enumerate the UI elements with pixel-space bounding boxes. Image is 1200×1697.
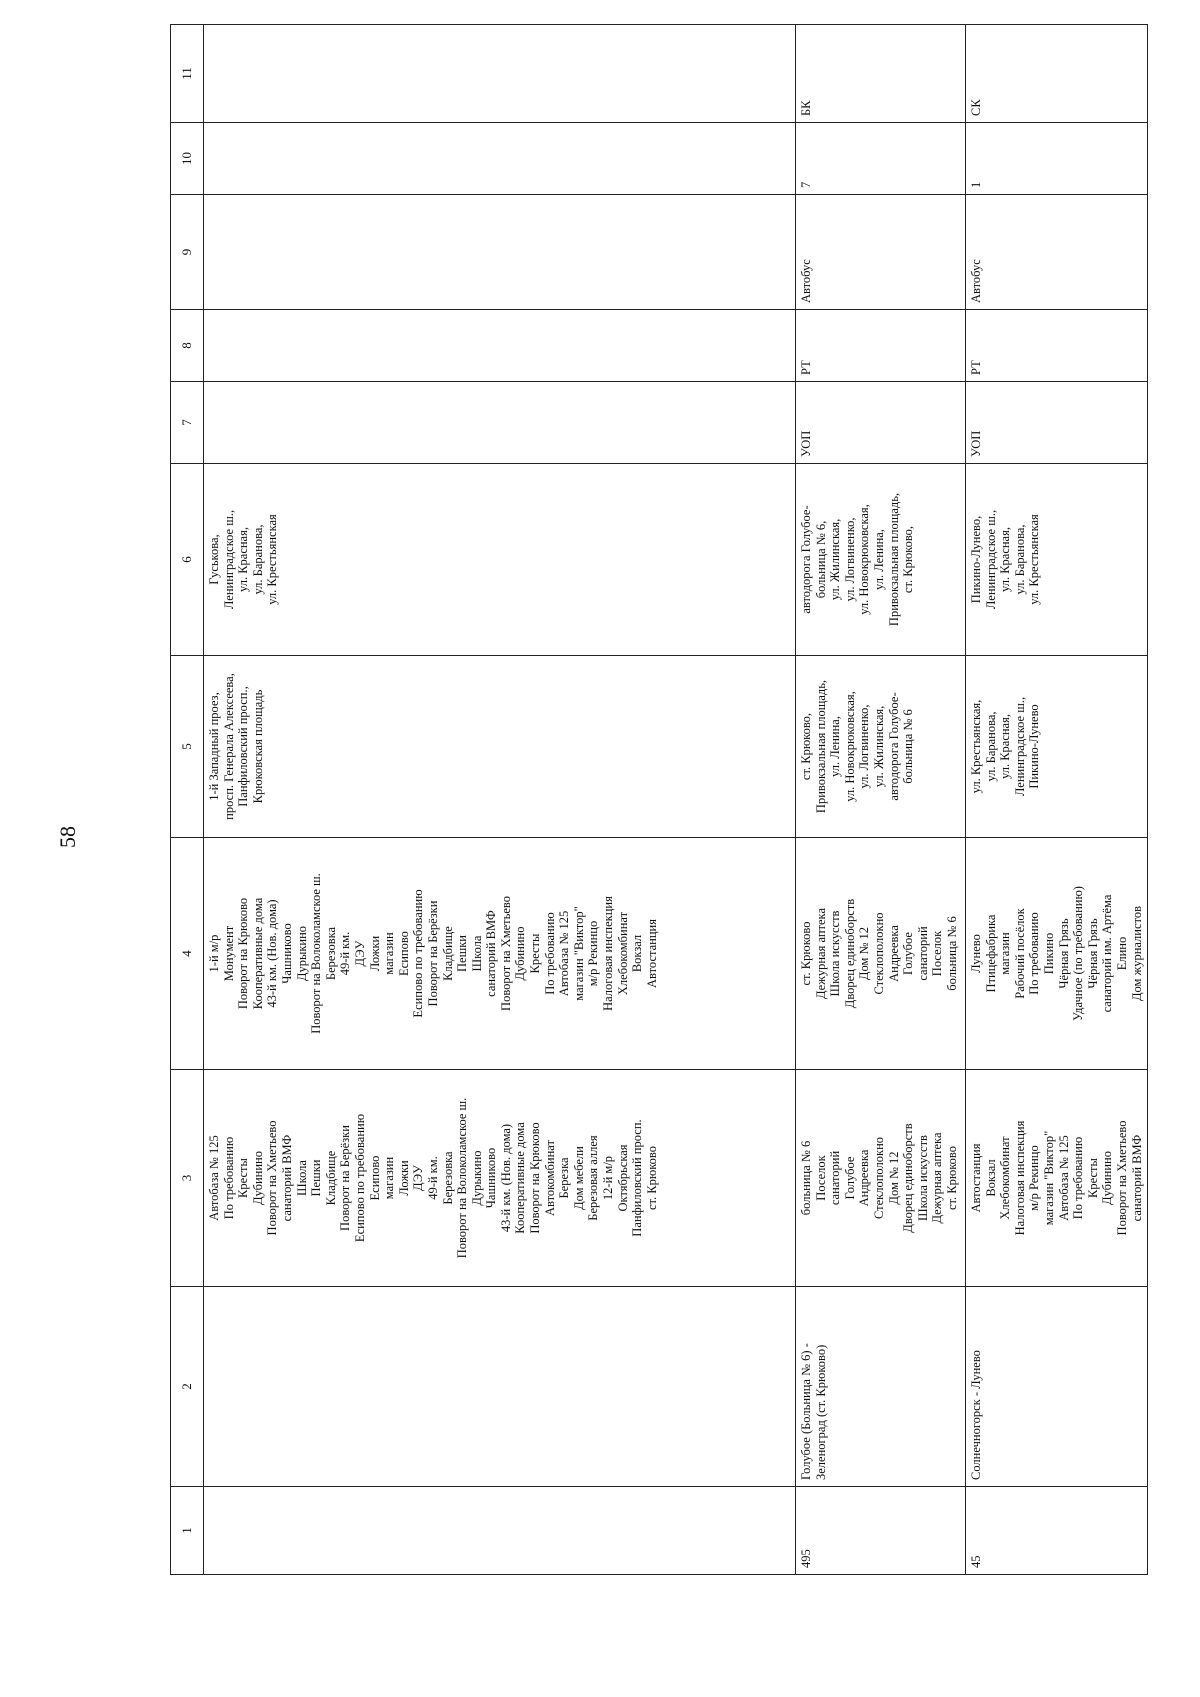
list-item: Хлебокомбинат (615, 911, 630, 996)
list-item: Дом № 12 (857, 926, 872, 981)
list-item: Кооперативные дома (513, 1122, 528, 1234)
list-item: Березовая аллея (586, 1135, 601, 1221)
list-item: Дурыкино (294, 925, 309, 982)
list-item: Хлебокомбинат (998, 1136, 1013, 1220)
list-item: Автобаза № 125 (207, 1135, 221, 1221)
rotated-table-wrapper (170, 25, 1144, 1575)
route-row (204, 25, 796, 1575)
list-item: больница № 6, (813, 520, 828, 599)
list-item: Ленинградское ш., (221, 509, 236, 610)
list-item: По требованию (542, 912, 557, 995)
list-item: Ленинградское ш., (983, 509, 998, 610)
list-item: Дубинино (513, 926, 528, 981)
list-item: ст. Крюково, (799, 712, 813, 781)
header-cell-10: 10 (171, 123, 204, 195)
list-item: Школа (294, 1160, 309, 1196)
list-item: Дом № 12 (886, 1151, 901, 1205)
list-item: ул. Крестьянская, (969, 699, 983, 794)
list-item: Школа (469, 935, 484, 972)
list-item: Поселок (813, 1155, 828, 1201)
list-item: Гуськова, (207, 534, 221, 585)
list-item: Пешки (309, 1159, 324, 1197)
list-item: Удачное (по требованию) (1071, 886, 1086, 1021)
list-item: Чёрная Грязь (1085, 918, 1100, 989)
header-row (171, 25, 204, 1575)
list-item: Вокзал (630, 934, 645, 973)
list-item: ул. Красная, (998, 527, 1013, 592)
stops-backward (204, 838, 796, 1070)
list-item: Поворот на Берёзки (338, 1125, 353, 1231)
list-item: м/р Рекинцо (1027, 1145, 1042, 1211)
route-number: 495 (796, 1487, 966, 1575)
list-item: Автостанция (969, 1143, 983, 1213)
stops-backward (796, 838, 966, 1070)
list-item: ул. Жилинская, (828, 518, 843, 601)
streets-backward (204, 464, 796, 656)
header-cell-9: 9 (171, 195, 204, 310)
list-item: Андреевка (857, 1149, 872, 1207)
list-item: Кооперативные дома (250, 897, 265, 1010)
list-item: Лунево (969, 934, 983, 973)
list-item: ул. Новокрюковская, (857, 504, 872, 615)
list-item: Поворот на Хметьево (1114, 1120, 1129, 1236)
list-item: ДЭУ (352, 940, 367, 967)
header-cell-2: 2 (171, 1287, 204, 1487)
header-cell-1: 1 (171, 1487, 204, 1575)
list-item: Поворот на Волоколамское ш. (455, 1097, 470, 1259)
list-item: Ленинградское ш., (1012, 696, 1027, 797)
header-cell-3: 3 (171, 1070, 204, 1287)
list-item: Есипово по требованию (411, 889, 426, 1018)
list-item: ст. Крюково (944, 1146, 959, 1211)
cell-col11: СК (966, 25, 1148, 123)
list-item: Птицефабрика (983, 914, 998, 993)
cell-col10: 1 (966, 123, 1148, 195)
cell-col11: БК (796, 25, 966, 123)
list-item: 49-й км. (338, 931, 353, 976)
route-name: Голубое (Больница № 6) - Зеленоград (ст. Крюково) (796, 1287, 966, 1487)
list-item: Дурыкино (469, 1150, 484, 1206)
list-item: ул. Жилинская, (871, 705, 886, 788)
list-item: Пикино-Лунево (1027, 704, 1042, 789)
stops-forward (966, 1070, 1148, 1287)
list-item: Голубое (842, 1156, 857, 1200)
cell-col8: РТ (966, 310, 1148, 382)
list-item: больница № 6 (901, 709, 916, 784)
streets-forward (966, 656, 1148, 838)
list-item: Дубинино (1100, 1151, 1115, 1205)
list-item: Березовка (323, 926, 338, 981)
list-item: 43-й км. (Нов. дома) (265, 899, 280, 1008)
list-item: санаторий (828, 1150, 843, 1206)
list-item: ул. Логвиненко, (842, 517, 857, 602)
list-item: Пешки (455, 935, 470, 972)
list-item: Есипово (367, 1155, 382, 1201)
list-item: ул. Баранова, (983, 711, 998, 782)
list-item: Кресты (528, 933, 543, 974)
list-item: Березовка (440, 1151, 455, 1205)
list-item: ст. Крюково, (901, 525, 916, 594)
list-item: Школа искусств (915, 1135, 930, 1221)
list-item: Пикино (1041, 932, 1056, 975)
list-item: 49-й км. (425, 1156, 440, 1200)
list-item: Крюковская площадь (250, 689, 265, 804)
list-item: санаторий ВМФ (279, 1134, 294, 1222)
cell-col9: Автобус (966, 195, 1148, 310)
list-item: автодорога Голубое- (799, 505, 813, 614)
route-row (796, 25, 966, 1575)
list-item: Поселок (930, 930, 945, 977)
list-item: Ложки (367, 935, 382, 972)
list-item: Автобаза № 125 (1056, 1135, 1071, 1221)
list-item: санаторий им. Артёма (1100, 894, 1115, 1013)
list-item: Дежурная аптека (813, 908, 828, 999)
list-item: Дежурная аптека (930, 1132, 945, 1224)
list-item: ул. Баранова, (1012, 524, 1027, 595)
list-item: Дом журналистов (1129, 906, 1144, 1001)
list-item: ул. Новокрюковская, (842, 691, 857, 802)
list-item: Чёрная Грязь (1056, 918, 1071, 989)
list-item: Дубинино (250, 1151, 265, 1205)
cell-col7: УОП (796, 382, 966, 464)
list-item: Панфиловский просп., (236, 686, 251, 807)
route-number: 45 (966, 1487, 1148, 1575)
route-name: Солнечногорск - Лунево (966, 1287, 1148, 1487)
list-item: Привокзальная площадь, (886, 492, 901, 627)
list-item: Елино (1114, 936, 1129, 971)
list-item: ул. Крестьянская (1027, 514, 1042, 605)
list-item: Автокомбинат (542, 1140, 557, 1216)
list-item: 1-й Западный проез, (207, 692, 221, 801)
cell-col8: РТ (796, 310, 966, 382)
list-item: Голубое (901, 932, 916, 975)
header-cell-5: 5 (171, 656, 204, 838)
cell-col10 (204, 123, 796, 195)
list-item: Монумент (221, 925, 236, 982)
list-item: Андреевка (886, 925, 901, 982)
list-item: Поворот на Хметьево (265, 1120, 280, 1236)
list-item: Поворот на Крюково (236, 897, 251, 1010)
header-cell-11: 11 (171, 25, 204, 123)
header-cell-7: 7 (171, 382, 204, 464)
list-item: ул. Ленина, (871, 529, 886, 590)
cell-col9: Автобус (796, 195, 966, 310)
list-item: Поворот на Крюково (528, 1122, 543, 1234)
cell-col8 (204, 310, 796, 382)
streets-forward (204, 656, 796, 838)
stops-backward (966, 838, 1148, 1070)
list-item: Поворот на Берёзки (425, 900, 440, 1007)
cell-col9 (204, 195, 796, 310)
list-item: Автобаза № 125 (557, 910, 572, 997)
list-item: ул. Ленина, (828, 716, 843, 777)
list-item: Кресты (236, 1158, 251, 1198)
list-item: Пикино-Лунево, (969, 515, 983, 604)
cell-col7 (204, 382, 796, 464)
list-item: ул. Красная, (236, 527, 251, 592)
streets-backward (966, 464, 1148, 656)
list-item: Дворец единоборств (901, 1123, 916, 1233)
list-item: Октябрьская (615, 1144, 630, 1212)
list-item: Кресты (1085, 1158, 1100, 1198)
list-item: Стеклополокно (871, 1136, 886, 1220)
list-item: ст. Крюково (799, 921, 813, 986)
list-item: больница № 6 (799, 1140, 813, 1216)
routes-table (170, 24, 1148, 1575)
list-item: м/р Рекинцо (586, 920, 601, 987)
list-item: Кладбище (323, 1150, 338, 1206)
list-item: Есипово по требованию (352, 1113, 367, 1243)
list-item: Дворец единоборств (842, 898, 857, 1009)
streets-forward (796, 656, 966, 838)
route-number (204, 1487, 796, 1575)
streets-backward (796, 464, 966, 656)
list-item: магазин "Виктор" (571, 906, 586, 1001)
list-item: ул. Баранова, (250, 524, 265, 595)
list-item: Поворот на Волоколамское ш. (309, 873, 324, 1034)
list-item: ДЭУ (411, 1165, 426, 1191)
list-item: Привокзальная площадь, (813, 679, 828, 814)
stops-forward (204, 1070, 796, 1287)
list-item: ул. Красная, (998, 714, 1013, 779)
list-item: санаторий ВМФ (1129, 1134, 1144, 1222)
list-item: 12-й м/р (601, 1155, 616, 1201)
cell-col11 (204, 25, 796, 123)
list-item: 43-й км. (Нов. дома) (498, 1123, 513, 1233)
list-item: Ложки (396, 1160, 411, 1196)
list-item: Дом мебели (571, 1146, 586, 1210)
list-item: По требованию (1071, 1136, 1086, 1220)
list-item: ул. Логвиненко, (857, 704, 872, 789)
cell-col7: УОП (966, 382, 1148, 464)
list-item: ст. Крюково (644, 1146, 659, 1211)
route-row (966, 25, 1148, 1575)
list-item: автодорога Голубое- (886, 692, 901, 801)
list-item: Кладбище (440, 926, 455, 981)
list-item: магазин "Виктор" (1041, 1130, 1056, 1226)
list-item: Автостанция (644, 919, 659, 989)
list-item: Березка (557, 1157, 572, 1199)
list-item: Чашниково (484, 1147, 499, 1209)
list-item: Рабочий посёлок (1012, 908, 1027, 999)
list-item: магазин (382, 1156, 397, 1200)
list-item: санаторий ВМФ (484, 910, 499, 997)
list-item: Налоговая инспекция (1012, 1120, 1027, 1236)
list-item: ул. Крестьянская (265, 514, 280, 605)
list-item: просп. Генерала Алексеева, (221, 673, 236, 820)
header-cell-6: 6 (171, 464, 204, 656)
list-item: Есипово (396, 931, 411, 976)
stops-forward (796, 1070, 966, 1287)
list-item: Поворот на Хметьево (498, 896, 513, 1011)
cell-col10: 7 (796, 123, 966, 195)
list-item: Школа искусств (828, 910, 843, 997)
list-item: магазин (998, 932, 1013, 975)
list-item: Стеклополокно (871, 912, 886, 995)
route-name (204, 1287, 796, 1487)
list-item: магазин (382, 932, 397, 975)
list-item: 1-й м/р (207, 934, 221, 973)
list-item: Чашниково (279, 923, 294, 984)
header-cell-8: 8 (171, 310, 204, 382)
list-item: Панфиловский просп. (630, 1119, 645, 1237)
list-item: По требованию (221, 1136, 236, 1220)
header-cell-4: 4 (171, 838, 204, 1070)
page-number: 58 (55, 826, 80, 848)
list-item: больница № 6 (944, 916, 959, 991)
list-item: Налоговая инспекция (601, 896, 616, 1011)
routes-table-body (171, 25, 1148, 1575)
list-item: Вокзал (983, 1159, 998, 1197)
list-item: санаторий (915, 926, 930, 981)
list-item: По требованию (1027, 912, 1042, 995)
